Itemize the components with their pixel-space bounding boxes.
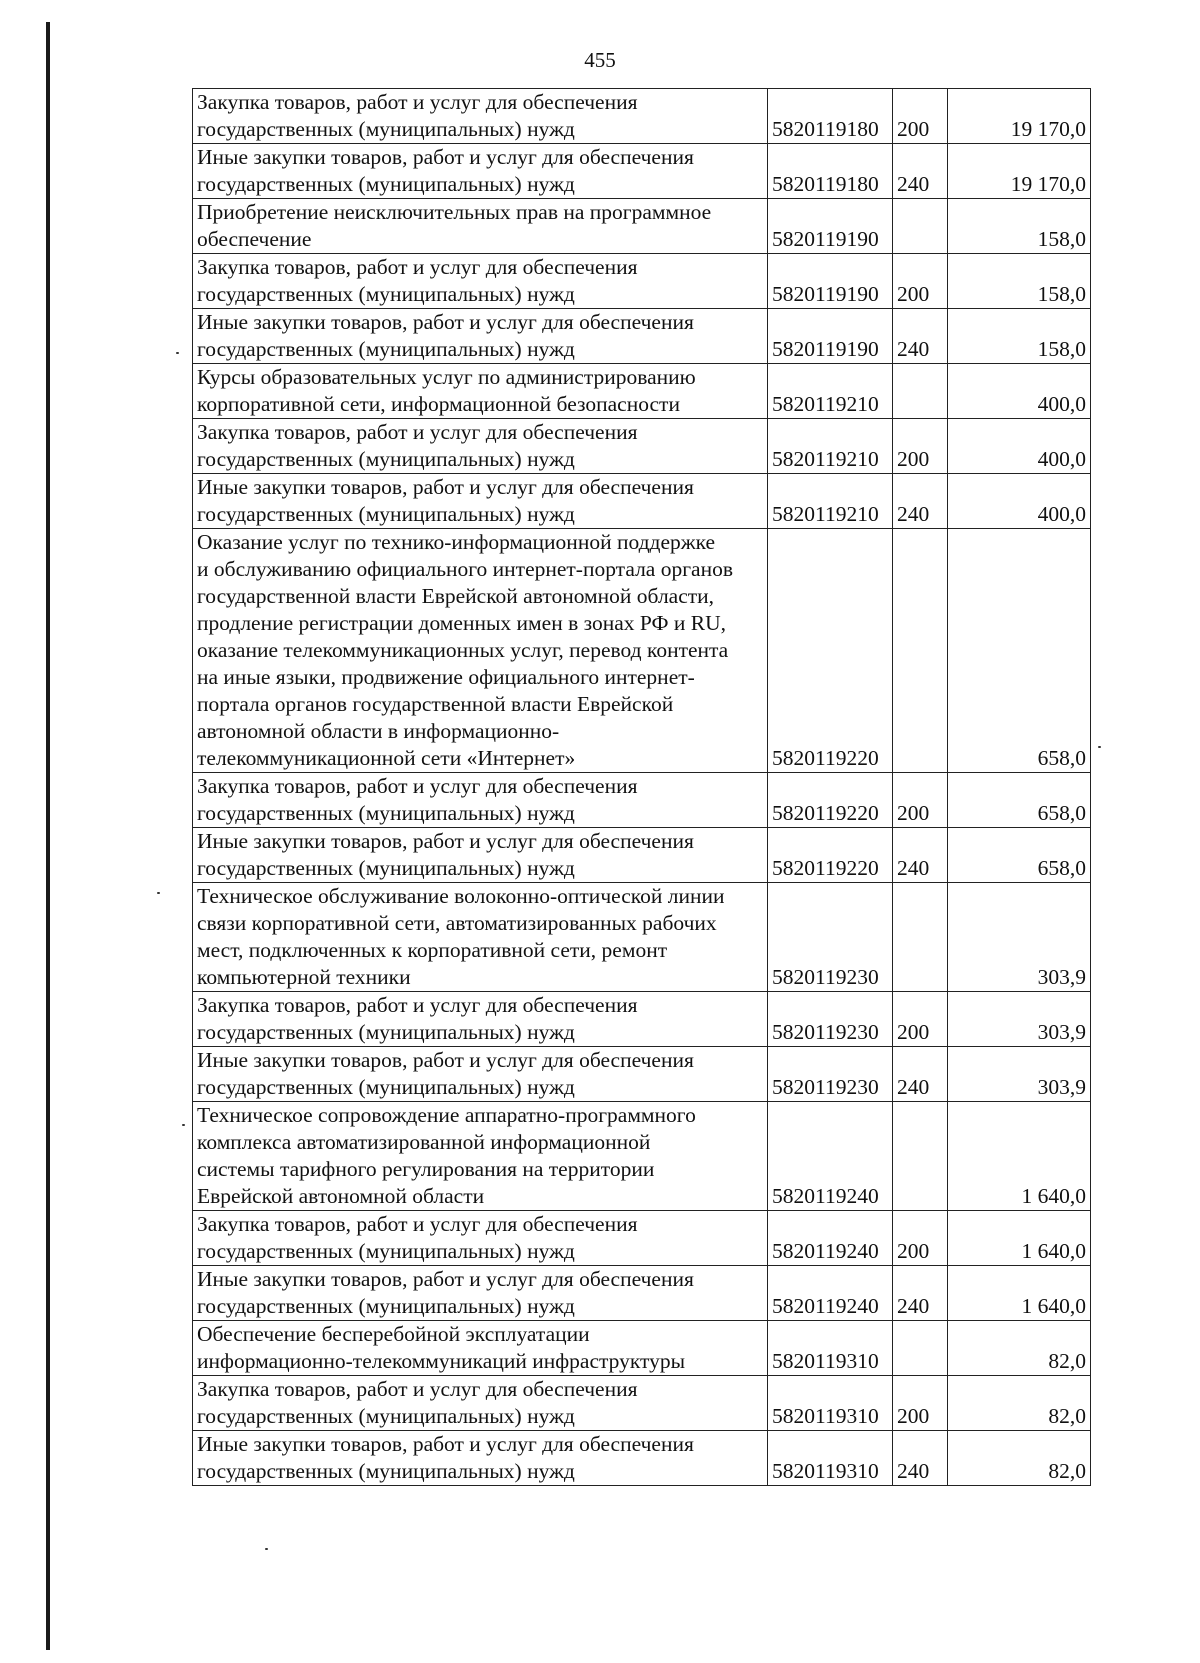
scan-speck [265,1548,268,1550]
row-type-cell: 240 [893,828,948,883]
row-code-cell: 5820119190 [768,309,893,364]
row-type-cell: 200 [893,773,948,828]
row-amount-cell: 658,0 [948,828,1091,883]
row-code-cell: 5820119230 [768,1047,893,1102]
row-name-cell: Закупка товаров, работ и услуг для обеспечения государственных (муниципальных) нужд [193,89,768,144]
row-code-cell: 5820119230 [768,883,893,992]
row-name-cell: Приобретение неисключительных прав на программное обеспечение [193,199,768,254]
row-code-cell: 5820119190 [768,254,893,309]
row-code-cell: 5820119310 [768,1376,893,1431]
row-amount-cell: 400,0 [948,474,1091,529]
row-amount-cell: 158,0 [948,199,1091,254]
row-name-cell: Техническое обслуживание волоконно-оптической линии связи корпоративной сети, автоматизированных рабочих мест, подключенных к корпоративной сети, ремонт компьютерной техники [193,883,768,992]
row-amount-cell: 19 170,0 [948,144,1091,199]
table-row [193,419,1091,474]
scan-speck [1098,746,1101,748]
row-amount-cell: 158,0 [948,309,1091,364]
row-type-cell: 240 [893,1047,948,1102]
row-amount-cell: 158,0 [948,254,1091,309]
row-type-cell [893,1321,948,1376]
row-name-cell: Иные закупки товаров, работ и услуг для обеспечения государственных (муниципальных) нужд [193,144,768,199]
row-code-cell: 5820119240 [768,1266,893,1321]
row-name-cell: Закупка товаров, работ и услуг для обеспечения государственных (муниципальных) нужд [193,254,768,309]
table-row [193,1102,1091,1211]
row-type-cell [893,364,948,419]
table-row [193,828,1091,883]
row-code-cell: 5820119230 [768,992,893,1047]
row-type-cell [893,199,948,254]
row-type-cell: 240 [893,309,948,364]
row-amount-cell: 1 640,0 [948,1211,1091,1266]
row-code-cell: 5820119210 [768,364,893,419]
table-row [193,89,1091,144]
row-type-cell: 200 [893,1211,948,1266]
row-amount-cell: 19 170,0 [948,89,1091,144]
row-name-cell: Закупка товаров, работ и услуг для обеспечения государственных (муниципальных) нужд [193,1376,768,1431]
table-row [193,144,1091,199]
row-code-cell: 5820119220 [768,773,893,828]
row-amount-cell: 82,0 [948,1431,1091,1486]
row-code-cell: 5820119310 [768,1321,893,1376]
table-row [193,364,1091,419]
table-row [193,529,1091,773]
table-row [193,992,1091,1047]
row-amount-cell: 1 640,0 [948,1266,1091,1321]
table-row [193,1431,1091,1486]
row-name-cell: Обеспечение бесперебойной эксплуатации информационно-телекоммуникаций инфраструктуры [193,1321,768,1376]
table-row [193,1211,1091,1266]
table-row [193,309,1091,364]
row-type-cell: 200 [893,89,948,144]
scan-speck [182,1124,185,1126]
row-name-cell: Иные закупки товаров, работ и услуг для обеспечения государственных (муниципальных) нужд [193,309,768,364]
row-type-cell: 200 [893,992,948,1047]
table-row [193,773,1091,828]
scan-speck [176,352,179,354]
row-amount-cell: 82,0 [948,1376,1091,1431]
row-name-cell: Иные закупки товаров, работ и услуг для обеспечения государственных (муниципальных) нужд [193,474,768,529]
row-type-cell: 200 [893,1376,948,1431]
row-name-cell: Иные закупки товаров, работ и услуг для обеспечения государственных (муниципальных) нужд [193,1047,768,1102]
row-code-cell: 5820119180 [768,144,893,199]
row-type-cell: 240 [893,1431,948,1486]
row-name-cell: Закупка товаров, работ и услуг для обеспечения государственных (муниципальных) нужд [193,773,768,828]
row-code-cell: 5820119180 [768,89,893,144]
table-row [193,199,1091,254]
row-name-cell: Иные закупки товаров, работ и услуг для обеспечения государственных (муниципальных) нужд [193,1266,768,1321]
row-type-cell: 200 [893,419,948,474]
row-type-cell [893,883,948,992]
row-amount-cell: 82,0 [948,1321,1091,1376]
row-code-cell: 5820119310 [768,1431,893,1486]
table-row [193,1376,1091,1431]
row-name-cell: Оказание услуг по технико-информационной поддержке и обслуживанию официального интернет-портала органов государственной власти Еврейской автономной области, продление регистрации доменных имен в зонах РФ и RU, оказание телекоммуникационных услуг, перевод контента на иные языки, продвижение официального интернет- портала органов государственной власти Еврейской автономной области в информационно- телекоммуникационной сети «Интернет» [193,529,768,773]
row-name-cell: Иные закупки товаров, работ и услуг для обеспечения государственных (муниципальных) нужд [193,828,768,883]
row-code-cell: 5820119210 [768,474,893,529]
row-name-cell: Закупка товаров, работ и услуг для обеспечения государственных (муниципальных) нужд [193,419,768,474]
row-type-cell: 240 [893,474,948,529]
row-type-cell: 240 [893,144,948,199]
table-row [193,474,1091,529]
row-code-cell: 5820119210 [768,419,893,474]
row-name-cell: Техническое сопровождение аппаратно-программного комплекса автоматизированной информационной системы тарифного регулирования на территории Еврейской автономной области [193,1102,768,1211]
row-amount-cell: 658,0 [948,773,1091,828]
row-type-cell: 240 [893,1266,948,1321]
left-margin-line [46,22,50,1650]
table-row [193,254,1091,309]
table-row [193,1321,1091,1376]
budget-table [192,88,1091,1486]
row-type-cell: 200 [893,254,948,309]
row-type-cell [893,529,948,773]
table-row [193,883,1091,992]
row-name-cell: Закупка товаров, работ и услуг для обеспечения государственных (муниципальных) нужд [193,992,768,1047]
page-number: 455 [584,48,616,72]
row-amount-cell: 1 640,0 [948,1102,1091,1211]
row-amount-cell: 303,9 [948,992,1091,1047]
table-body [193,89,1091,1486]
table-row [193,1266,1091,1321]
row-name-cell: Закупка товаров, работ и услуг для обеспечения государственных (муниципальных) нужд [193,1211,768,1266]
table-row [193,1047,1091,1102]
row-amount-cell: 400,0 [948,364,1091,419]
row-code-cell: 5820119240 [768,1102,893,1211]
row-code-cell: 5820119190 [768,199,893,254]
row-code-cell: 5820119240 [768,1211,893,1266]
row-amount-cell: 303,9 [948,1047,1091,1102]
row-code-cell: 5820119220 [768,529,893,773]
row-name-cell: Курсы образовательных услуг по администрированию корпоративной сети, информационной безопасности [193,364,768,419]
row-type-cell [893,1102,948,1211]
scan-speck [157,892,160,894]
row-name-cell: Иные закупки товаров, работ и услуг для обеспечения государственных (муниципальных) нужд [193,1431,768,1486]
row-amount-cell: 658,0 [948,529,1091,773]
row-code-cell: 5820119220 [768,828,893,883]
row-amount-cell: 400,0 [948,419,1091,474]
row-amount-cell: 303,9 [948,883,1091,992]
